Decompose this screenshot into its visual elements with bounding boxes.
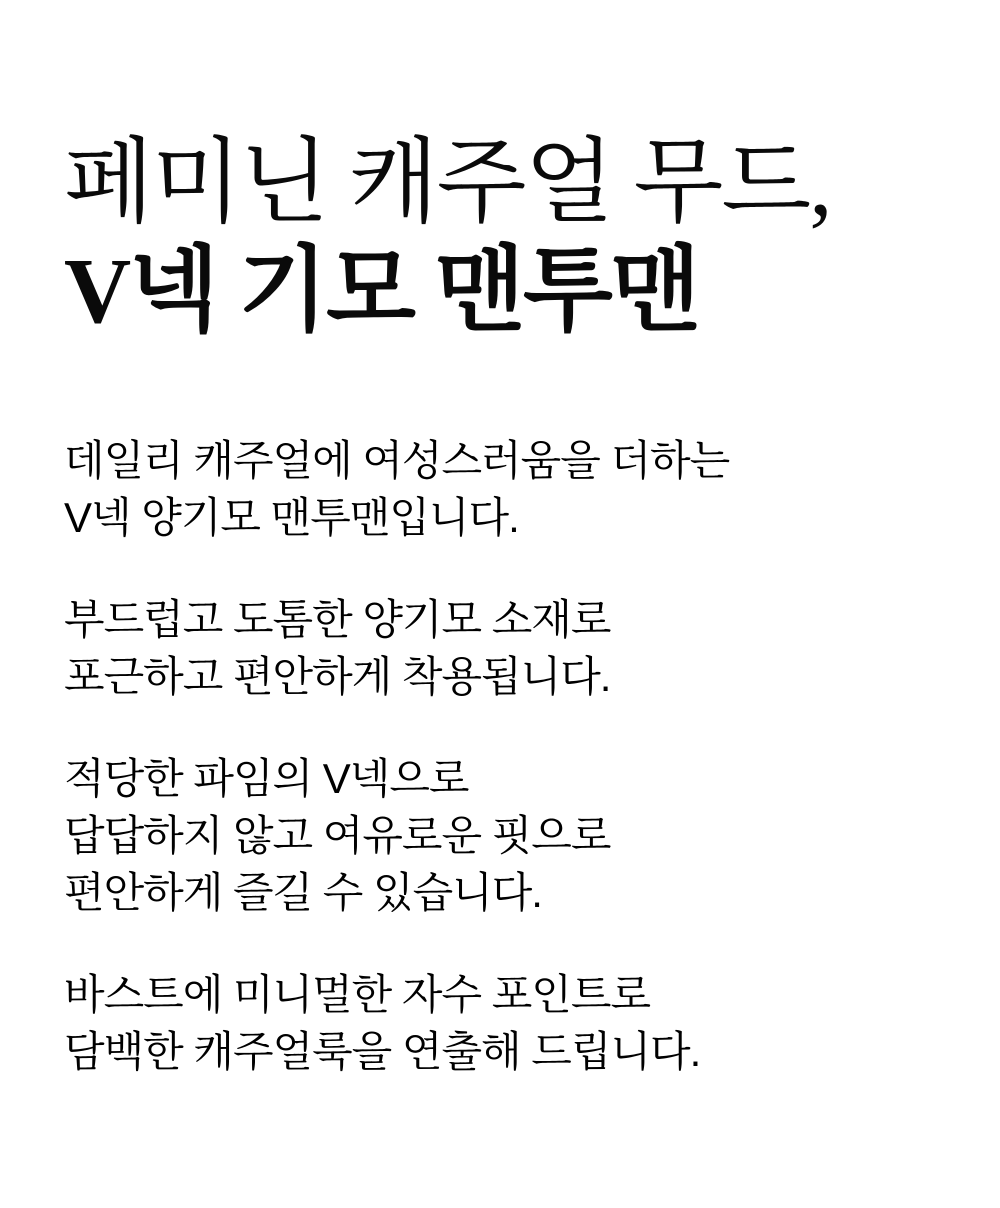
headline-line-1: 페미닌 캐주얼 무드, [64, 132, 831, 235]
product-description-text [64, 432, 970, 1080]
body-line: 적당한 파임의 V넥으로 [64, 755, 469, 802]
body-line: 답답하지 않고 여유로운 핏으로 [64, 812, 611, 859]
body-line: 포근하고 편안하게 착용됩니다. [64, 653, 611, 700]
body-line: 바스트에 미니멀한 자수 포인트로 [64, 971, 651, 1018]
description-paragraph-4 [64, 966, 970, 1080]
body-line: 데일리 캐주얼에 여성스러움을 더하는 [64, 437, 730, 484]
body-line: 부드럽고 도톰한 양기모 소재로 [64, 596, 611, 643]
description-paragraph-2 [64, 591, 970, 705]
headline-line-2: V넥 기모 맨투맨 [64, 240, 699, 343]
content-area [0, 130, 1000, 1080]
description-paragraph-1 [64, 432, 970, 546]
product-headline [64, 130, 970, 346]
description-paragraph-3 [64, 750, 970, 921]
body-line: V넥 양기모 맨투맨입니다. [64, 494, 519, 541]
body-line: 담백한 캐주얼룩을 연출해 드립니다. [64, 1028, 701, 1075]
body-line: 편안하게 즐길 수 있습니다. [64, 869, 542, 916]
